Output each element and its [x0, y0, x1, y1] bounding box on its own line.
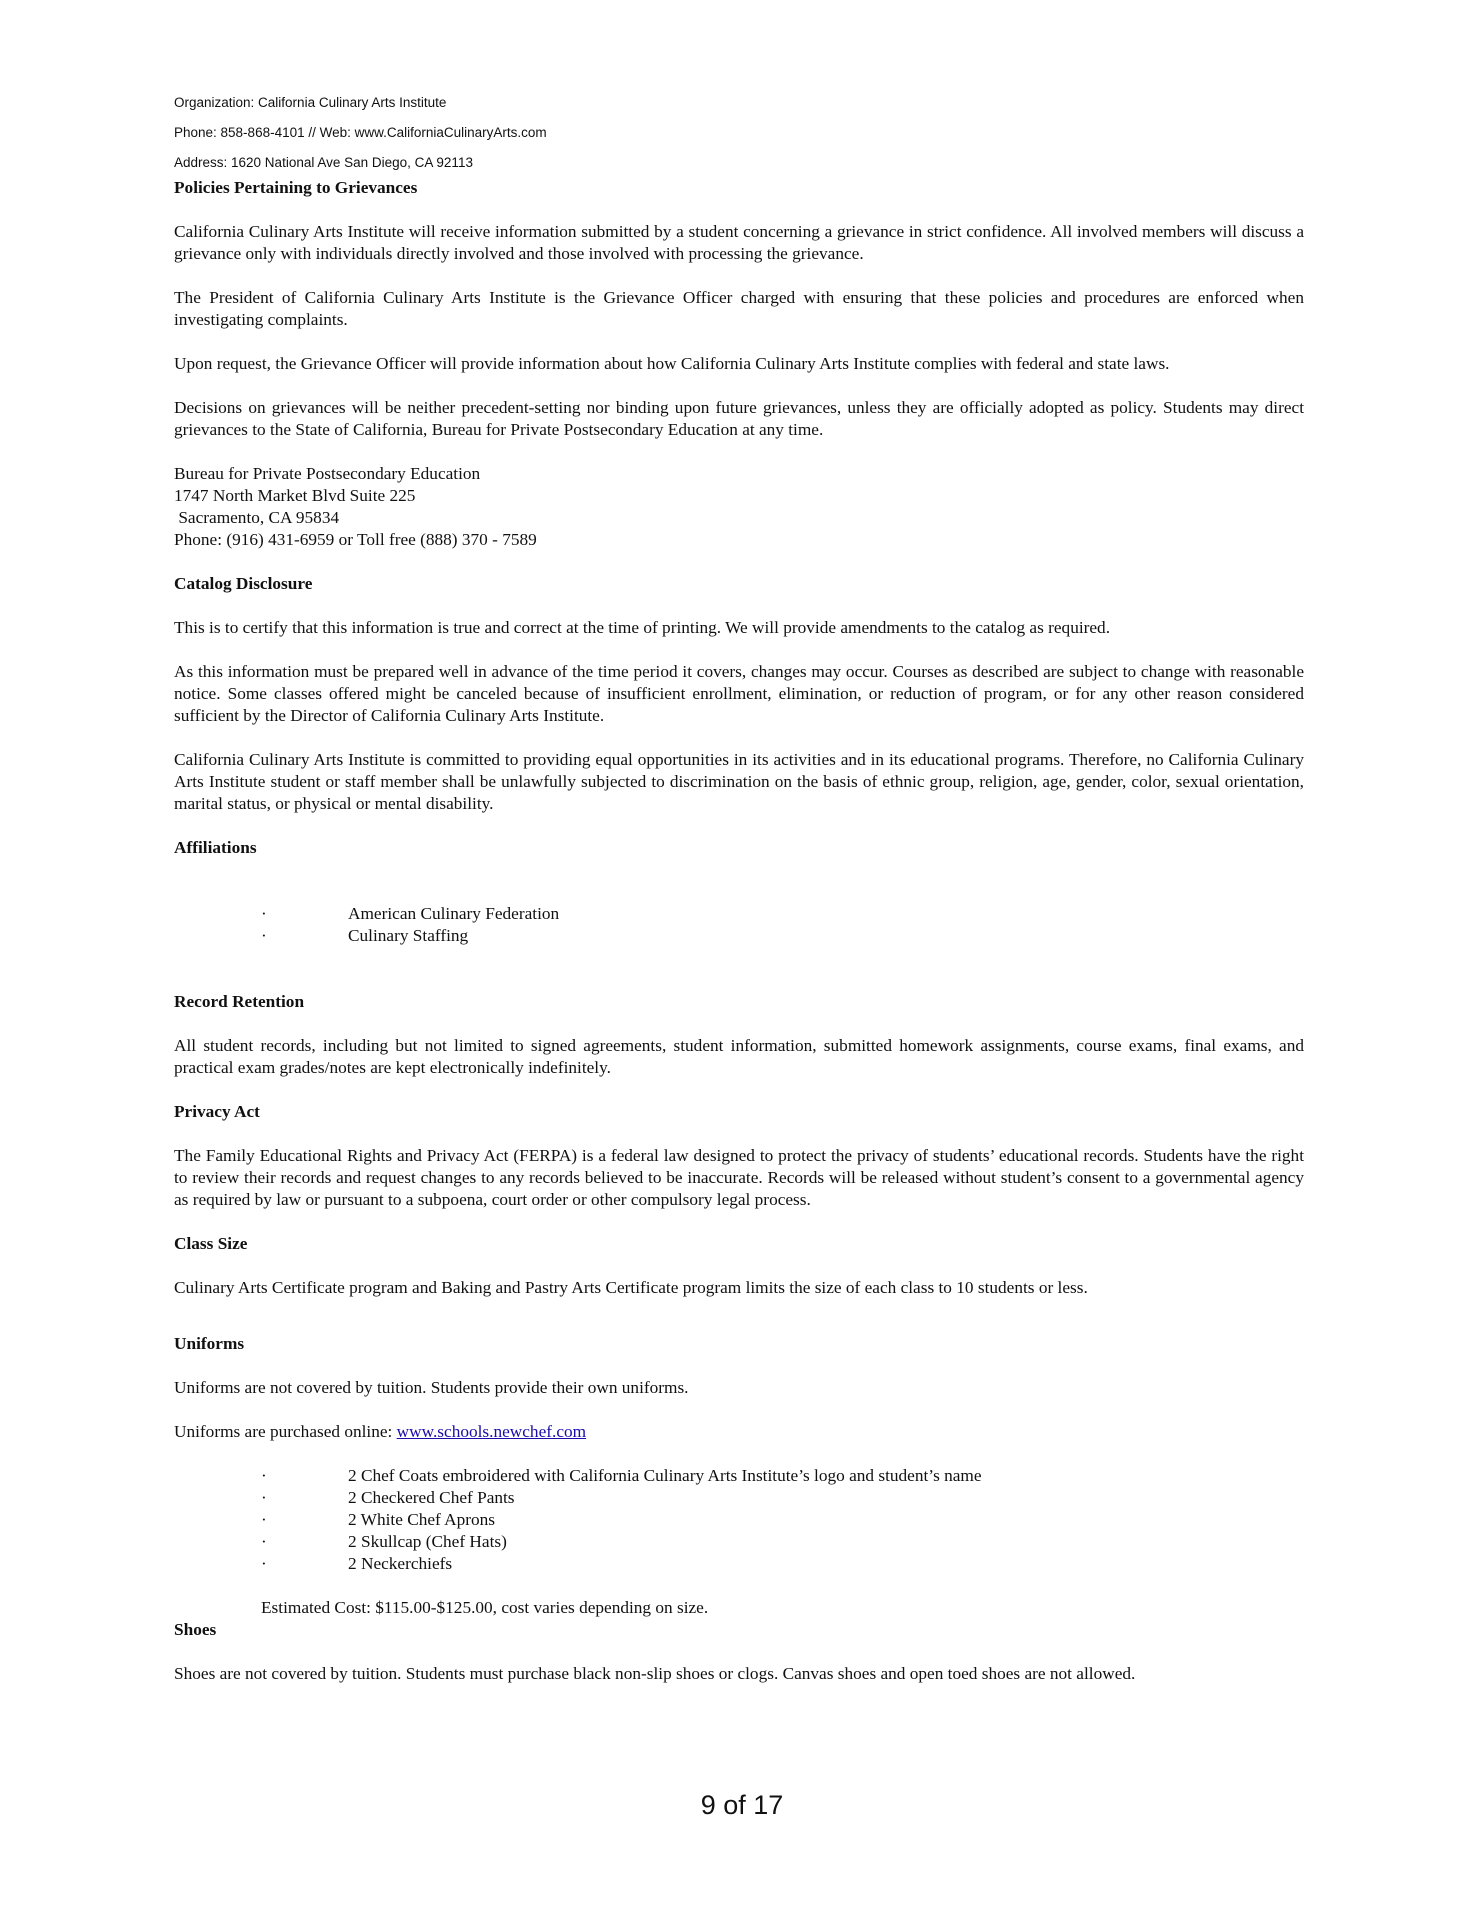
- list-item: · American Culinary Federation: [261, 904, 560, 923]
- class-size-heading: Class Size: [174, 1234, 248, 1253]
- privacy-paragraph: The Family Educational Rights and Privacy Act (FERPA) is a federal law designed to protect the privacy of students’ educational records. Students have the right to review their records and request changes to any records believed to be inaccurate. Records will be released without student’s consent to a governmental agency as required by law or pursuant to a subpoena, court order or other compulsory legal process.: [174, 1146, 1304, 1209]
- uniforms-estimated-cost: Estimated Cost: $115.00-$125.00, cost varies depending on size.: [261, 1598, 709, 1617]
- grievances-heading: Policies Pertaining to Grievances: [174, 178, 418, 197]
- catalog-paragraph-2: As this information must be prepared well in advance of the time period it covers, changes may occur. Courses as described are subject to change with reasonable notice. Some classes offered might be canceled because of insufficient enrollment, elimination, or reduction of program, or for any other reason considered sufficient by the Director of California Culinary Arts Institute.: [174, 662, 1304, 725]
- header-organization: Organization: California Culinary Arts Institute: [174, 95, 447, 110]
- grievances-paragraph-3: Upon request, the Grievance Officer will provide information about how California Culinary Arts Institute complies with federal and state laws.: [174, 354, 1170, 373]
- grievances-paragraph-2: The President of California Culinary Arts Institute is the Grievance Officer charged with ensuring that these policies and procedures are enforced when investigating complaints.: [174, 288, 1304, 329]
- list-item: · 2 Chef Coats embroidered with California Culinary Arts Institute’s logo and student’s name: [261, 1466, 982, 1485]
- uniforms-purchase-link[interactable]: www.schools.newchef.com: [396, 1422, 587, 1441]
- header-phone-web: Phone: 858-868-4101 // Web: www.CaliforniaCulinaryArts.com: [174, 125, 547, 140]
- catalog-paragraph-3: California Culinary Arts Institute is committed to providing equal opportunities in its activities and in its educational programs. Therefore, no California Culinary Arts Institute student or staff member shall be unlawfully subjected to discrimination on the basis of ethnic group, religion, age, gender, color, sexual orientation, marital status, or physical or mental disability.: [174, 750, 1304, 813]
- grievances-paragraph-1: California Culinary Arts Institute will receive information submitted by a student concerning a grievance in strict confidence. All involved members will discuss a grievance only with individuals directly involved and those involved with processing the grievance.: [174, 222, 1304, 263]
- records-paragraph: All student records, including but not limited to signed agreements, student information, submitted homework assignments, course exams, final exams, and practical exam grades/notes are kept electronically indefinitely.: [174, 1036, 1304, 1077]
- catalog-paragraph-1: This is to certify that this information is true and correct at the time of printing. We will provide amendments to the catalog as required.: [174, 618, 1111, 637]
- list-item: · 2 Neckerchiefs: [261, 1554, 453, 1573]
- bureau-street: 1747 North Market Blvd Suite 225: [174, 486, 416, 505]
- bullet-icon: ·: [261, 1466, 267, 1485]
- bureau-address-block: [174, 463, 1304, 551]
- privacy-heading: Privacy Act: [174, 1102, 260, 1121]
- uniforms-list: [174, 1465, 1304, 1575]
- catalog-heading: Catalog Disclosure: [174, 574, 313, 593]
- shoes-paragraph: Shoes are not covered by tuition. Students must purchase black non-slip shoes or clogs. Canvas shoes and open toed shoes are not allowed.: [174, 1664, 1136, 1683]
- list-item: · 2 White Chef Aprons: [261, 1510, 496, 1529]
- affiliations-heading: Affiliations: [174, 838, 257, 857]
- bullet-icon: ·: [261, 1532, 267, 1551]
- uniforms-heading: Uniforms: [174, 1334, 245, 1353]
- shoes-heading: Shoes: [174, 1620, 217, 1639]
- list-item: · Culinary Staffing: [261, 926, 469, 945]
- list-item: · 2 Skullcap (Chef Hats): [261, 1532, 507, 1551]
- records-heading: Record Retention: [174, 992, 305, 1011]
- bureau-name: Bureau for Private Postsecondary Education: [174, 464, 481, 483]
- class-size-paragraph: Culinary Arts Certificate program and Baking and Pastry Arts Certificate program limits the size of each class to 10 students or less.: [174, 1278, 1088, 1297]
- document-body: [174, 177, 1304, 1707]
- uniforms-paragraph: Uniforms are not covered by tuition. Students provide their own uniforms.: [174, 1378, 689, 1397]
- grievances-paragraph-4: Decisions on grievances will be neither precedent-setting nor binding upon future grievances, unless they are officially adopted as policy. Students may direct grievances to the State of California, Bureau for Private Postsecondary Education at any time.: [174, 398, 1304, 439]
- uniforms-purchase-line: Uniforms are purchased online: www.schools.newchef.com: [174, 1422, 587, 1441]
- bullet-icon: ·: [261, 926, 267, 945]
- bureau-phone: Phone: (916) 431-6959 or Toll free (888) 370 - 7589: [174, 530, 537, 549]
- bureau-city: Sacramento, CA 95834: [174, 508, 340, 527]
- list-item: · 2 Checkered Chef Pants: [261, 1488, 515, 1507]
- bullet-icon: ·: [261, 904, 267, 923]
- page-number: 9 of 17: [700, 1790, 784, 1820]
- bullet-icon: ·: [261, 1554, 267, 1573]
- header-address: Address: 1620 National Ave San Diego, CA 92113: [174, 155, 473, 170]
- bullet-icon: ·: [261, 1488, 267, 1507]
- bullet-icon: ·: [261, 1510, 267, 1529]
- affiliations-list: [174, 903, 1304, 947]
